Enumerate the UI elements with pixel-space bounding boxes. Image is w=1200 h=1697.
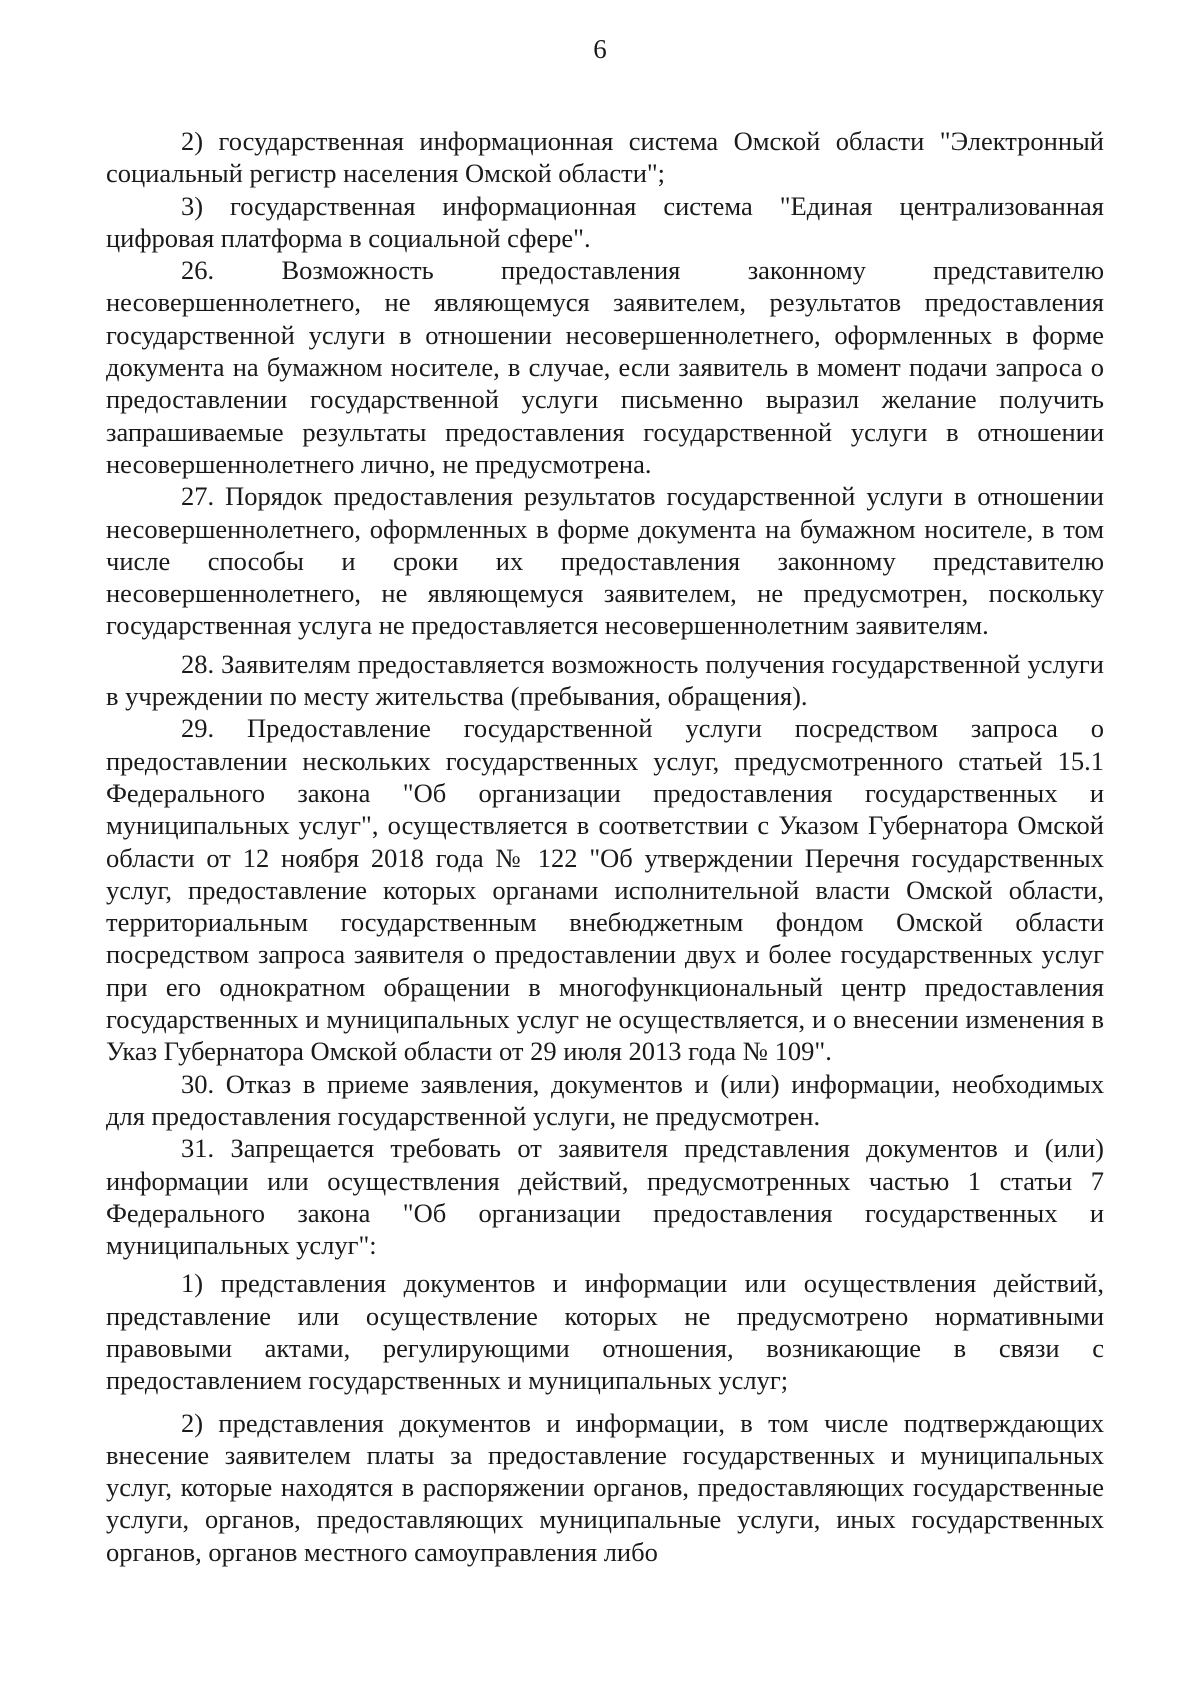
paragraph-item-3-platform: 3) государственная информационная система "Единая централизованная цифровая платформа в социальной сфере". — [106, 190, 1104, 253]
paragraph-27: 27. Порядок предоставления результатов государственной услуги в отношении несовершеннолетнего, оформленных в форме документа на бумажном носителе, в том числе способы и сроки их предоставления законному представителю несовершеннолетнего, не являющемуся заявителем, не предусмотрен, поскольку государственная услуга не предоставляется несовершеннолетним заявителям. — [106, 481, 1104, 641]
paragraph-30: 30. Отказ в приеме заявления, документов и (или) информации, необходимых для предоставления государственной услуги, не предусмотрен. — [106, 1068, 1104, 1131]
paragraph-31-item-2: 2) представления документов и информации, в том числе подтверждающих внесение заявителем платы за предоставление государственных и муниципальных услуг, которые находятся в распоряжении органов, предоставляющих государственные услуги, органов, предоставляющих муниципальные услуги, иных государственных органов, органов местного самоуправления либо — [106, 1407, 1104, 1567]
paragraph-28: 28. Заявителям предоставляется возможность получения государственной услуги в учреждении по месту жительства (пребывания, обращения). — [106, 648, 1104, 712]
paragraph-item-2-ersn: 2) государственная информационная система Омской области "Электронный социальный регистр населения Омской области"; — [106, 126, 1104, 189]
document-body — [106, 125, 1104, 1568]
paragraph-26: 26. Возможность предоставления законному представителю несовершеннолетнего, не являющемуся заявителем, результатов предоставления государственной услуги в отношении несовершеннолетнего, оформленных в форме документа на бумажном носителе, в случае, если заявитель в момент подачи запроса о предоставлении государственной услуги письменно выразил желание получить запрашиваемые результаты предоставления государственной услуги в отношении несовершеннолетнего лично, не предусмотрена. — [106, 255, 1104, 479]
page-number: 6 — [593, 34, 607, 64]
paragraph-31-item-1: 1) представления документов и информации или осуществления действий, представление или осуществление которых не предусмотрено нормативными правовыми актами, регулирующими отношения, возникающие в связи с предоставлением государственных и муниципальных услуг; — [106, 1268, 1104, 1396]
paragraph-29: 29. Предоставление государственной услуги посредством запроса о предоставлении нескольких государственных услуг, предусмотренного статьей 15.1 Федерального закона "Об организации предоставления государственных и муниципальных услуг", осуществляется в соответствии с Указом Губернатора Омской области от 12 ноября 2018 года № 122 "Об утверждении Перечня государственных услуг, предоставление которых органами исполнительной власти Омской области, территориальным государственным внебюджетным фондом Омской области посредством запроса заявителя о предоставлении двух и более государственных услуг при его однократном обращении в многофункциональный центр предоставления государственных и муниципальных услуг не осуществляется, и о внесении изменения в Указ Губернатора Омской области от 29 июля 2013 года № 109". — [106, 713, 1104, 1067]
paragraph-31: 31. Запрещается требовать от заявителя представления документов и (или) информации или осуществления действий, предусмотренных частью 1 статьи 7 Федерального закона "Об организации предоставления государственных и муниципальных услуг": — [106, 1133, 1104, 1261]
